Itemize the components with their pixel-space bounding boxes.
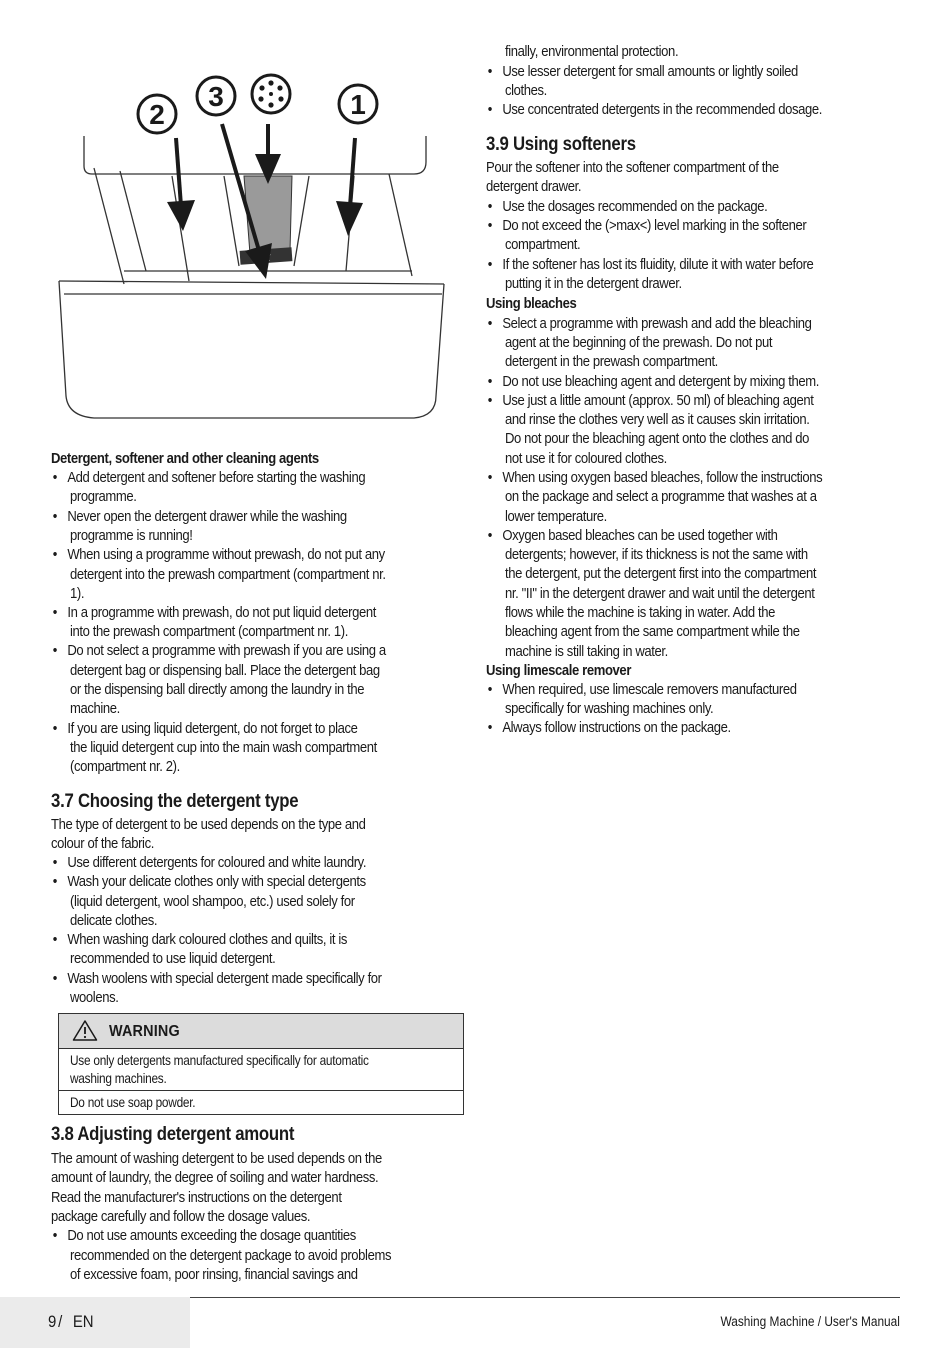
list-item-cont: or the dispensing ball directly among the laundry in the <box>70 681 365 698</box>
section-3-7-heading: 3.7 Choosing the detergent type <box>51 790 299 812</box>
list-item-cont: (compartment nr. 2). <box>70 758 180 775</box>
paragraph-line: The amount of washing detergent to be used depends on the <box>51 1150 382 1167</box>
paragraph-line: The type of detergent to be used depends on the type and <box>51 816 366 833</box>
list-item-cont: not use it for coloured clothes. <box>505 450 667 467</box>
list-item-cont: putting it in the detergent drawer. <box>505 275 682 292</box>
list-item-cont: compartment. <box>505 236 581 253</box>
bleaches-heading: Using bleaches <box>486 295 577 312</box>
list-item-cont: delicate clothes. <box>70 912 158 929</box>
warning-text-line: Use only detergents manufactured specifically for automatic <box>70 1053 369 1068</box>
warning-triangle-icon <box>72 1019 98 1042</box>
paragraph-line: package carefully and follow the dosage values. <box>51 1208 311 1225</box>
section-3-9-heading: 3.9 Using softeners <box>486 133 636 155</box>
list-item-cont: Do not pour the bleaching agent onto the clothes and do <box>505 430 810 447</box>
list-item-cont: programme is running! <box>70 527 193 544</box>
list-item-cont: detergent bag or dispensing ball. Place the detergent bag <box>70 662 380 679</box>
list-item-cont: bleaching agent from the same compartment while the <box>505 623 800 640</box>
list-item-cont: into the prewash compartment (compartment nr. 1). <box>70 623 348 640</box>
list-item-cont: the detergent, put the detergent first into the compartment <box>505 565 817 582</box>
paragraph-line: amount of laundry, the degree of soiling and water hardness. <box>51 1169 379 1186</box>
list-item-cont: of excessive foam, poor rinsing, financial savings and <box>70 1266 358 1283</box>
callout-2-label: 2 <box>149 99 165 130</box>
list-item-cont: specifically for washing machines only. <box>505 700 714 717</box>
detergents-heading: Detergent, softener and other cleaning agents <box>51 450 319 467</box>
list-item-cont: detergent in the prewash compartment. <box>505 353 718 370</box>
list-item-cont: nr. "II" in the detergent drawer and wait until the detergent <box>505 585 815 602</box>
warning-text-line: washing machines. <box>70 1071 167 1086</box>
list-item-cont: recommended on the detergent package to avoid problems <box>70 1247 392 1264</box>
list-item-cont: flows while the machine is taking in water. Add the <box>505 604 775 621</box>
language-code: EN <box>72 1312 94 1331</box>
detergent-drawer-illustration <box>54 66 454 426</box>
warning-box <box>58 1013 464 1115</box>
footer-rule <box>190 1297 900 1298</box>
list-item-cont: programme. <box>70 488 137 505</box>
list-item-cont: clothes. <box>505 82 547 99</box>
paragraph-line: detergent drawer. <box>486 178 582 195</box>
list-item-cont: recommended to use liquid detergent. <box>70 950 276 967</box>
callout-1-label: 1 <box>350 89 366 120</box>
page-separator: / <box>58 1312 63 1331</box>
warning-title: WARNING <box>109 1023 180 1040</box>
list-item-cont: the liquid detergent cup into the main wash compartment <box>70 739 377 756</box>
list-item-cont: woolens. <box>70 989 119 1006</box>
warning-divider <box>59 1090 463 1091</box>
list-item-cont: (liquid detergent, wool shampoo, etc.) used solely for <box>70 893 355 910</box>
callout-3-label: 3 <box>208 81 224 112</box>
footer-page-box <box>0 1297 190 1348</box>
paragraph-line: Pour the softener into the softener compartment of the <box>486 159 779 176</box>
warning-header <box>59 1014 463 1049</box>
section-3-8-heading: 3.8 Adjusting detergent amount <box>51 1123 295 1145</box>
list-item-cont: on the package and select a programme that washes at a <box>505 488 817 505</box>
list-item-cont: detergent into the prewash compartment (compartment nr. <box>70 566 386 583</box>
footer-title: Washing Machine / User's Manual <box>720 1314 900 1329</box>
limescale-heading: Using limescale remover <box>486 662 632 679</box>
list-item-cont: machine. <box>70 700 120 717</box>
list-item-cont: finally, environmental protection. <box>505 43 679 60</box>
paragraph-line: colour of the fabric. <box>51 835 154 852</box>
list-item-cont: machine is still taking in water. <box>505 643 668 660</box>
page-number-value: 9 <box>48 1312 57 1331</box>
list-item-cont: detergents; however, if its thickness is not the same with <box>505 546 808 563</box>
list-item-cont: and rinse the clothes very well as it causes skin irritation. <box>505 411 810 428</box>
paragraph-line: Read the manufacturer's instructions on the detergent <box>51 1189 342 1206</box>
warning-text-line: Do not use soap powder. <box>70 1095 196 1110</box>
list-item-cont: 1). <box>70 585 85 602</box>
list-item-cont: agent at the beginning of the prewash. Do not put <box>505 334 773 351</box>
list-item-cont: lower temperature. <box>505 508 607 525</box>
page-number <box>48 1312 94 1332</box>
